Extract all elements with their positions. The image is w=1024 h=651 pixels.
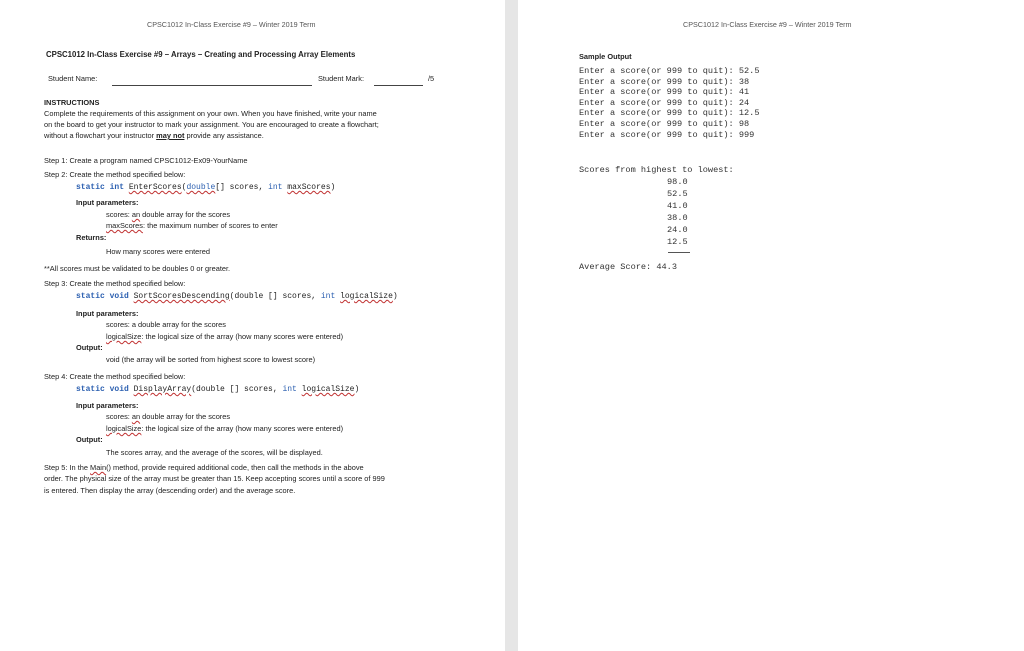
step-2-returns-text: How many scores were entered (106, 247, 210, 256)
sorted-score: 41.0 (667, 201, 688, 211)
step-3-input-heading: Input parameters: (76, 309, 139, 318)
average-score: Average Score: 44.3 (579, 262, 677, 272)
step-3-label: Step 3: Create the method specified below: (44, 279, 186, 288)
student-name-line (112, 85, 312, 86)
step-2-input-heading: Input parameters: (76, 198, 139, 207)
sorted-score: 24.0 (667, 225, 688, 235)
step-2-param-2: maxScores: the maximum number of scores to enter (106, 221, 278, 230)
student-mark-line (374, 85, 423, 86)
step-4-param-1: scores: an double array for the scores (106, 412, 231, 421)
step-4-output-text: The scores array, and the average of the scores, will be displayed. (106, 448, 323, 457)
step-2-label: Step 2: Create the method specified below: (44, 170, 186, 179)
document-page-left (0, 0, 505, 651)
validation-note: **All scores must be validated to be doubles 0 or greater. (44, 264, 231, 273)
sample-input-line: Enter a score(or 999 to quit): 12.5 (579, 108, 760, 119)
instructions-heading: INSTRUCTIONS (44, 98, 100, 107)
step-4-param-2: logicalSize: the logical size of the array (how many scores were entered) (106, 424, 344, 433)
step-5-line-3: is entered. Then display the array (descending order) and the average score. (44, 486, 296, 495)
instructions-line-2: on the board to get your instructor to mark your assignment. You are encouraged to create a flowchart; (44, 120, 379, 129)
step-2-returns-heading: Returns: (76, 233, 107, 242)
total-rule (668, 252, 690, 253)
step-4-signature: static void DisplayArray(double [] scores, int logicalSize) (76, 385, 360, 394)
page-header: CPSC1012 In-Class Exercise #9 – Winter 2019 Term (683, 20, 852, 29)
step-2-signature: static int EnterScores(double[] scores, int maxScores) (76, 183, 336, 192)
step-4-label: Step 4: Create the method specified below: (44, 372, 186, 381)
sorted-score: 12.5 (667, 237, 688, 247)
step-1: Step 1: Create a program named CPSC1012-Ex09-YourName (44, 156, 248, 165)
step-4-output-heading: Output: (76, 435, 103, 444)
mark-total: /5 (428, 74, 435, 83)
document-title: CPSC1012 In-Class Exercise #9 – Arrays – Creating and Processing Array Elements (46, 50, 356, 59)
step-3-signature: static void SortScoresDescending(double [] scores, int logicalSize) (76, 292, 398, 301)
student-name-label: Student Name: (48, 74, 98, 83)
instructions-line-3: without a flowchart your instructor may not provide any assistance. (44, 131, 264, 140)
step-3-output-text: void (the array will be sorted from highest score to lowest score) (106, 355, 316, 364)
step-3-output-heading: Output: (76, 343, 103, 352)
sample-input-line: Enter a score(or 999 to quit): 52.5 (579, 66, 760, 76)
step-5-line-2: order. The physical size of the array must be greater than 15. Keep accepting scores until a score of 999 (44, 474, 385, 483)
instructions-line-1: Complete the requirements of this assignment on your own. When you have finished, write your name (44, 109, 377, 118)
sorted-score: 38.0 (667, 213, 688, 223)
document-page-right (518, 0, 1024, 651)
sample-output-heading: Sample Output (579, 52, 632, 61)
step-3-param-2: logicalSize: the logical size of the array (how many scores were entered) (106, 332, 344, 341)
step-2-param-1: scores: an double array for the scores (106, 210, 231, 219)
step-5-line-1: Step 5: In the Main() method, provide required additional code, then call the methods in the above (44, 463, 364, 472)
sample-input-line: Enter a score(or 999 to quit): 98 (579, 118, 750, 129)
sample-input-line: Enter a score(or 999 to quit): 24 (579, 97, 750, 108)
step-4-input-heading: Input parameters: (76, 401, 139, 410)
sample-input-lines (579, 66, 760, 140)
sorted-score: 98.0 (667, 177, 688, 187)
page-header: CPSC1012 In-Class Exercise #9 – Winter 2019 Term (147, 20, 316, 29)
sorted-heading: Scores from highest to lowest: (579, 165, 734, 175)
sample-input-line: Enter a score(or 999 to quit): 38 (579, 76, 750, 87)
student-mark-label: Student Mark: (318, 74, 365, 83)
step-3-param-1: scores: a double array for the scores (106, 320, 226, 329)
sample-input-line: Enter a score(or 999 to quit): 41 (579, 87, 750, 98)
sorted-score: 52.5 (667, 189, 688, 199)
sample-input-line: Enter a score(or 999 to quit): 999 (579, 129, 755, 140)
